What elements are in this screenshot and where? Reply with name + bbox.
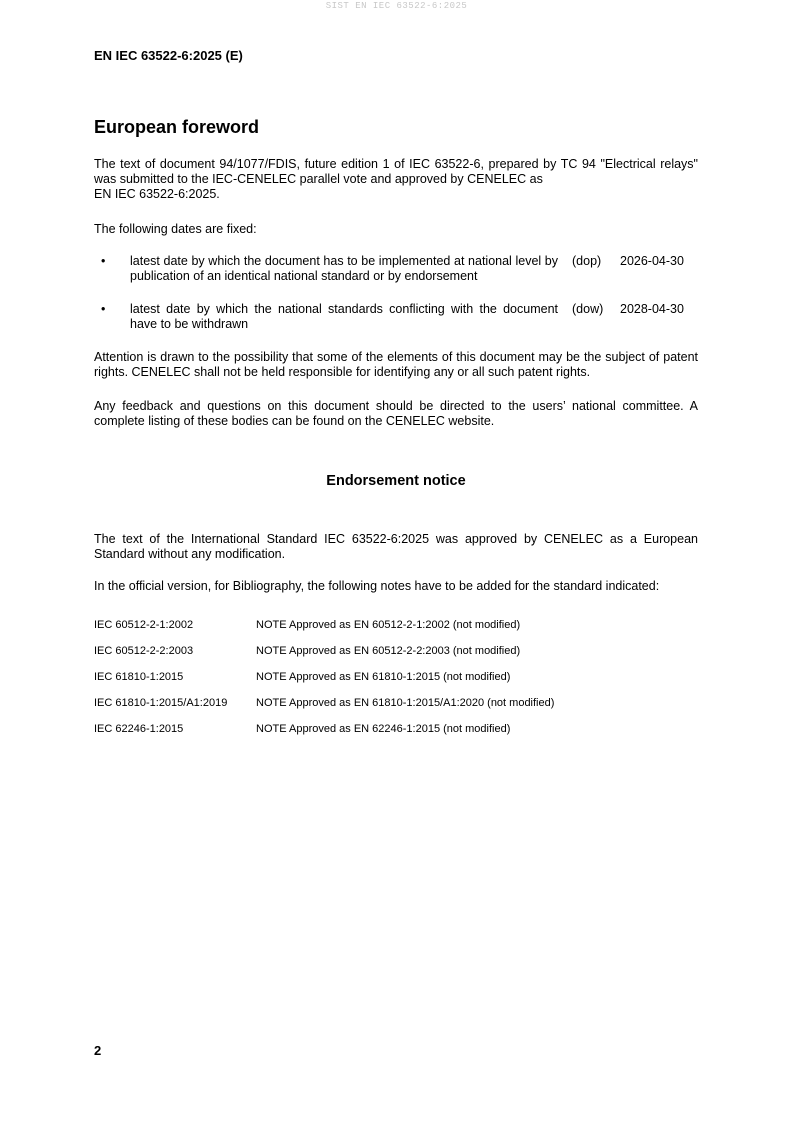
patent-notice: Attention is drawn to the possibility that some of the elements of this document may be the subject of patent rights. CENELEC shall not be held responsible for identifying any or all such patent rights. <box>94 350 698 379</box>
note-reference: IEC 62246-1:2015 <box>94 723 184 735</box>
foreword-intro-text: The text of document 94/1077/FDIS, future edition 1 of IEC 63522-6, prepared by TC 94 "Electrical relays" was submitted to the IEC-CENELEC parallel vote and approved by CENELEC as <box>94 157 698 186</box>
feedback-paragraph: Any feedback and questions on this document should be directed to the users’ national committee. A complete listing of these bodies can be found on the CENELEC website. <box>94 399 698 428</box>
note-text: NOTE Approved as EN 61810-1:2015/A1:2020 (not modified) <box>256 697 555 709</box>
date-item-date: 2026-04-30 <box>620 254 684 268</box>
date-item-text: latest date by which the national standards conflicting with the document have to be withdrawn <box>130 302 558 331</box>
note-text: NOTE Approved as EN 60512-2-1:2002 (not modified) <box>256 619 521 631</box>
watermark: SIST EN IEC 63522-6:2025 <box>325 1 468 11</box>
note-reference: IEC 60512-2-2:2003 <box>94 645 194 657</box>
date-item-code: (dow) <box>572 302 604 316</box>
note-reference: IEC 61810-1:2015/A1:2019 <box>94 697 228 709</box>
note-text: NOTE Approved as EN 60512-2-2:2003 (not modified) <box>256 645 521 657</box>
note-reference: IEC 61810-1:2015 <box>94 671 184 683</box>
note-reference: IEC 60512-2-1:2002 <box>94 619 194 631</box>
endorsement-text: The text of the International Standard IEC 63522-6:2025 was approved by CENELEC as a European Standard without any modification. <box>94 532 698 561</box>
page-title: European foreword <box>94 117 260 137</box>
date-item-code: (dop) <box>572 254 602 268</box>
foreword-intro-last-line: EN IEC 63522-6:2025. <box>94 187 220 201</box>
endorsement-title: Endorsement notice <box>326 473 466 489</box>
document-identifier: EN IEC 63522-6:2025 (E) <box>94 48 243 63</box>
foreword-intro-paragraph <box>94 157 698 202</box>
date-item-date: 2028-04-30 <box>620 302 684 316</box>
bullet-icon: • <box>101 254 106 268</box>
page-number: 2 <box>94 1043 102 1058</box>
note-text: NOTE Approved as EN 62246-1:2015 (not modified) <box>256 723 511 735</box>
note-text: NOTE Approved as EN 61810-1:2015 (not modified) <box>256 671 511 683</box>
date-item-text: latest date by which the document has to be implemented at national level by publication of an identical national standard or by endorsement <box>130 254 558 283</box>
dates-intro: The following dates are fixed: <box>94 222 257 236</box>
bullet-icon: • <box>101 302 106 316</box>
bibliography-intro: In the official version, for Bibliography, the following notes have to be added for the standard indicated: <box>94 579 660 593</box>
